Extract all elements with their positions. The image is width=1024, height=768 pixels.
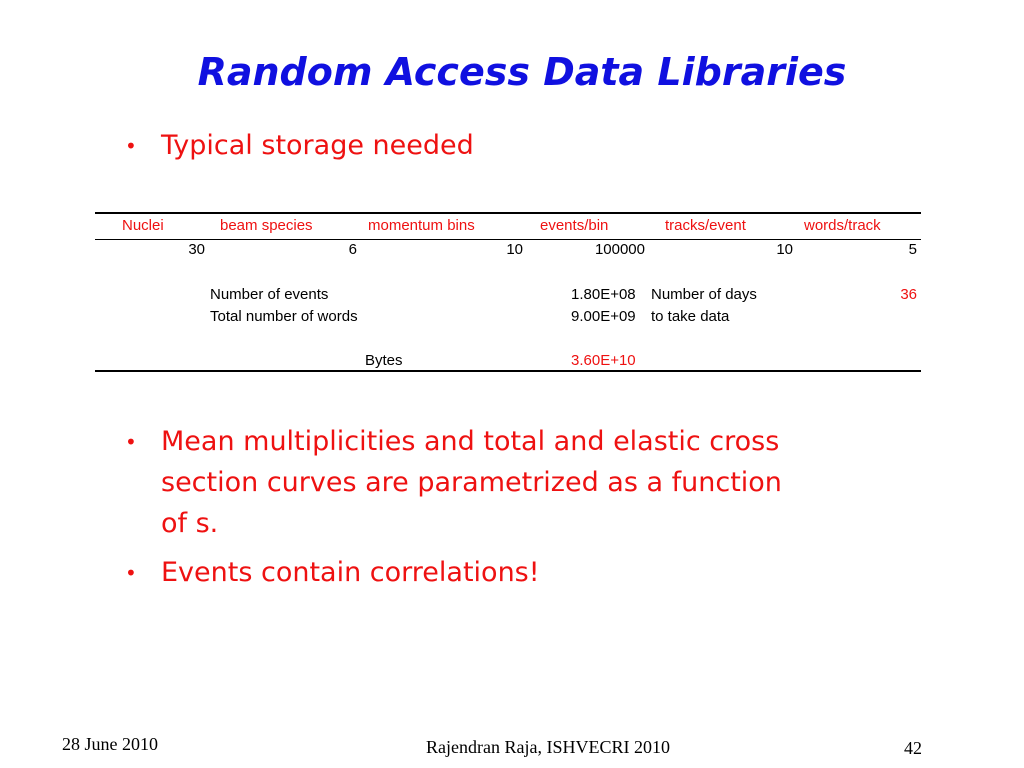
value-words-per-track: 5 xyxy=(908,241,917,258)
header-momentum-bins: momentum bins xyxy=(368,217,475,234)
bullet-text: Typical storage needed xyxy=(161,130,474,161)
label-number-of-events: Number of events xyxy=(210,286,329,303)
bullet-text-line-2: section curves are parametrized as a function xyxy=(161,467,782,498)
label-bytes: Bytes xyxy=(365,352,403,369)
value-events-per-bin: 100000 xyxy=(594,241,645,258)
value-number-of-events: 1.80E+08 xyxy=(571,286,636,303)
footer-author: Rajendran Raja, ISHVECRI 2010 xyxy=(426,737,670,757)
footer-page-number: 42 xyxy=(904,738,922,758)
header-words-per-track: words/track xyxy=(804,217,881,234)
label-to-take-data: to take data xyxy=(651,308,730,325)
bullet-text-line-1: Mean multiplicities and total and elastic cross xyxy=(161,426,780,457)
header-beam-species: beam species xyxy=(220,217,313,234)
bullet-text: Events contain correlations! xyxy=(161,557,540,588)
table-top-rule xyxy=(95,212,921,214)
slide-title: Random Access Data Libraries xyxy=(197,50,847,94)
value-nuclei: 30 xyxy=(188,241,205,258)
table-header-rule xyxy=(95,239,921,240)
value-bytes: 3.60E+10 xyxy=(571,352,636,369)
value-beam-species: 6 xyxy=(348,241,357,258)
label-total-number-of-words: Total number of words xyxy=(210,308,358,325)
bullet-text-line-3: of s. xyxy=(161,508,219,539)
storage-table xyxy=(95,212,921,372)
table-bottom-rule xyxy=(95,370,921,372)
bullet-dot-icon: • xyxy=(125,430,137,454)
value-momentum-bins: 10 xyxy=(506,241,523,258)
value-tracks-per-event: 10 xyxy=(776,241,793,258)
bullet-dot-icon: • xyxy=(125,561,137,585)
footer-date: 28 June 2010 xyxy=(62,734,158,754)
header-events-per-bin: events/bin xyxy=(540,217,609,234)
value-number-of-days: 36 xyxy=(900,286,917,303)
label-number-of-days: Number of days xyxy=(651,286,757,303)
value-total-number-of-words: 9.00E+09 xyxy=(571,308,636,325)
header-tracks-per-event: tracks/event xyxy=(665,217,746,234)
header-nuclei: Nuclei xyxy=(122,217,164,234)
bullet-dot-icon: • xyxy=(125,134,137,158)
